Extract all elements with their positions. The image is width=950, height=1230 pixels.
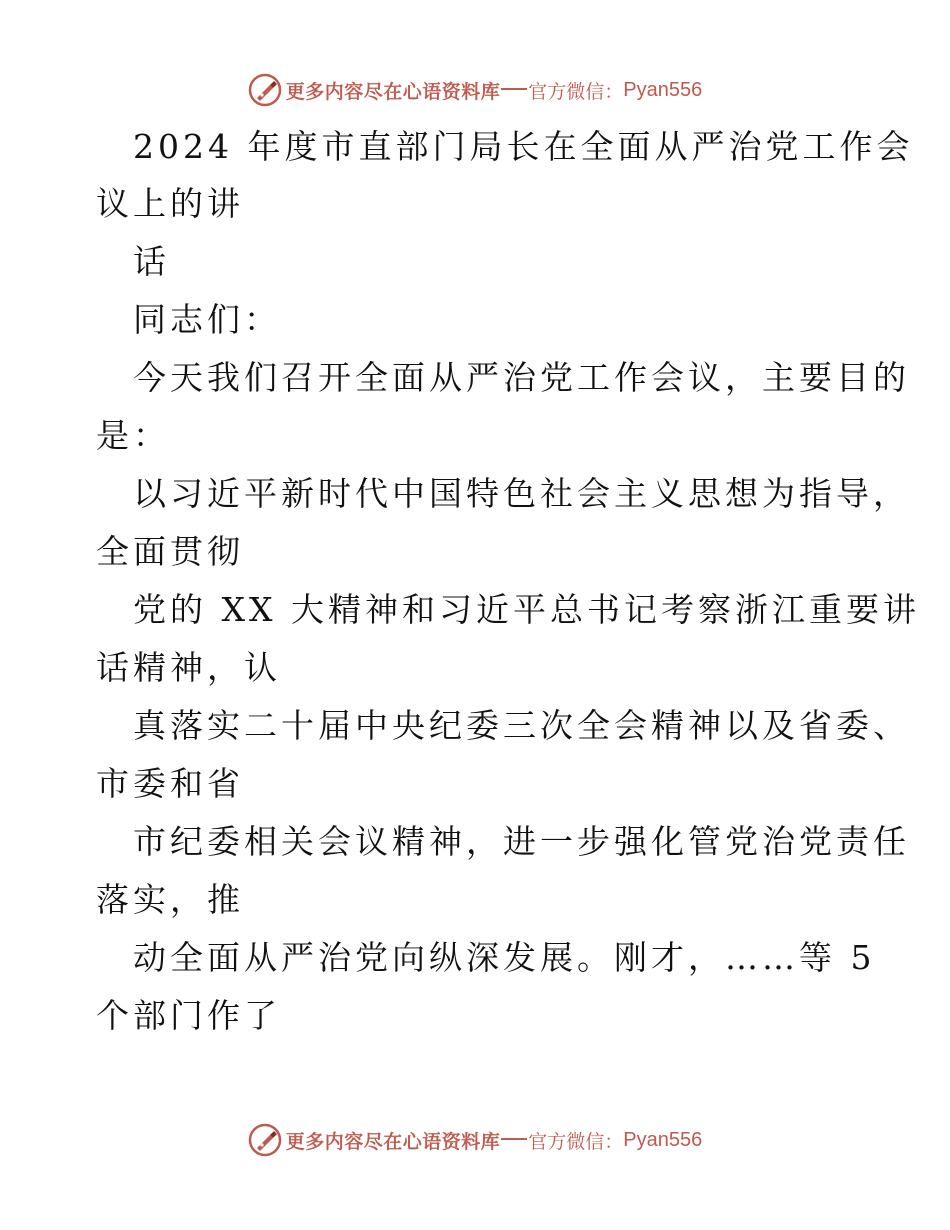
paragraph-line: 党的 XX 大精神和习近平总书记考察浙江重要讲 [133, 590, 920, 629]
salutation: 同志们： [133, 300, 281, 339]
paragraph-line: 个部门作了 [96, 996, 281, 1035]
pen-nib-logo-icon [248, 1123, 282, 1157]
wechat-id: Pyan556 [623, 78, 703, 101]
wechat-id: Pyan556 [623, 1128, 703, 1151]
dash-separator [501, 88, 527, 90]
paragraph-line: 市委和省 [96, 764, 244, 803]
paragraph-line: 真落实二十届中央纪委三次全会精神以及省委、 [133, 706, 910, 745]
paragraph-line: 话精神，认 [96, 648, 281, 687]
title-line-3: 话 [133, 242, 170, 281]
pen-nib-logo-icon [248, 73, 282, 107]
site-slogan: 更多内容尽在心语资料库 [285, 80, 501, 103]
title-line-2: 议上的讲 [96, 184, 244, 223]
header-watermark [0, 72, 950, 108]
footer-watermark [0, 1122, 950, 1158]
site-slogan: 更多内容尽在心语资料库 [285, 1130, 501, 1153]
paragraph-line: 以习近平新时代中国特色社会主义思想为指导， [133, 474, 910, 513]
paragraph-line: 全面贯彻 [96, 532, 244, 571]
dash-separator [501, 1138, 527, 1140]
paragraph-line: 动全面从严治党向纵深发展。刚才，……等 5 [133, 938, 876, 977]
paragraph-line: 市纪委相关会议精神，进一步强化管党治党责任 [133, 822, 910, 861]
paragraph-line: 落实，推 [96, 880, 244, 919]
paragraph-line: 是： [96, 416, 170, 455]
wechat-label: 官方微信： [528, 1130, 624, 1153]
title-line-1: 2024 年度市直部门局长在全面从严治党工作会 [133, 127, 914, 166]
paragraph-line: 今天我们召开全面从严治党工作会议，主要目的 [133, 358, 910, 397]
wechat-label: 官方微信： [528, 80, 624, 103]
